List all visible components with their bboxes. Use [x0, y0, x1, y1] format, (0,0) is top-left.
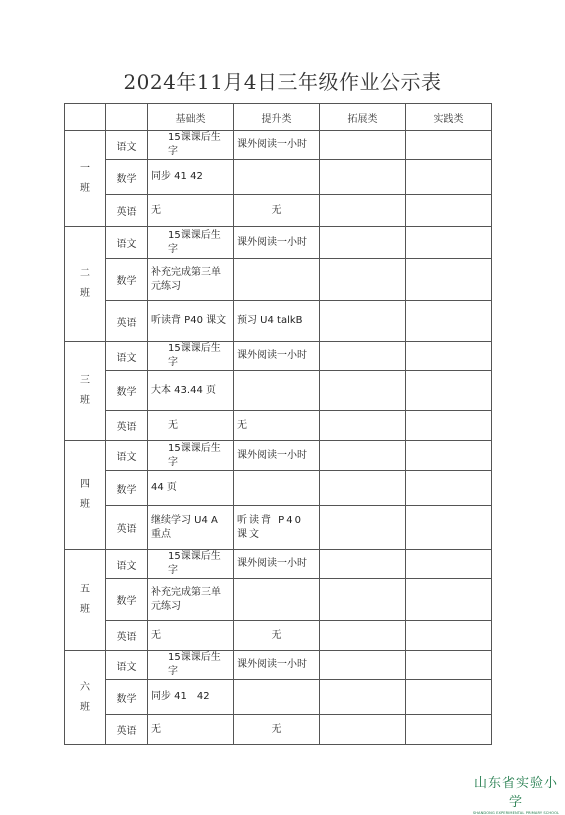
- homework-cell-basic: 15课课后生字: [148, 441, 234, 471]
- class-label: 五 班: [65, 550, 106, 651]
- homework-cell-extended: [320, 411, 406, 441]
- homework-cell-extended: [320, 506, 406, 550]
- page-title: 2024年11月4日三年级作业公示表: [123, 70, 442, 94]
- homework-cell-practice: [406, 195, 492, 227]
- homework-cell-basic: 无: [148, 621, 234, 651]
- subject-cell: 语文: [106, 550, 148, 579]
- homework-cell-extended: [320, 680, 406, 715]
- subject-cell: 数学: [106, 160, 148, 195]
- subject-cell: 英语: [106, 715, 148, 745]
- subject-cell: 数学: [106, 259, 148, 301]
- table-row: [65, 160, 492, 195]
- homework-cell-practice: [406, 621, 492, 651]
- homework-cell-basic: 15课课后生字: [148, 550, 234, 579]
- subject-cell: 英语: [106, 301, 148, 342]
- homework-cell-practice: [406, 715, 492, 745]
- subject-cell: 语文: [106, 441, 148, 471]
- subject-cell: 语文: [106, 342, 148, 371]
- table-row: [65, 471, 492, 506]
- homework-cell-advanced: [234, 680, 320, 715]
- homework-cell-practice: [406, 506, 492, 550]
- homework-cell-advanced: [234, 160, 320, 195]
- homework-cell-extended: [320, 471, 406, 506]
- table-row: [65, 227, 492, 259]
- homework-cell-practice: [406, 550, 492, 579]
- homework-cell-advanced: 课外阅读一小时: [234, 342, 320, 371]
- table-row: [65, 301, 492, 342]
- table-row: [65, 506, 492, 550]
- header-cell: [106, 104, 148, 131]
- class-label: 六 班: [65, 651, 106, 745]
- homework-cell-basic: 大本 43.44 页: [148, 371, 234, 411]
- homework-cell-basic: 同步 41 42: [148, 680, 234, 715]
- homework-cell-extended: [320, 651, 406, 680]
- table-row: [65, 621, 492, 651]
- homework-cell-basic: 15课课后生字: [148, 342, 234, 371]
- homework-cell-extended: [320, 371, 406, 411]
- header-cell: [65, 104, 106, 131]
- homework-cell-practice: [406, 131, 492, 160]
- homework-cell-basic: 15课课后生字: [148, 651, 234, 680]
- homework-cell-basic: 无: [148, 715, 234, 745]
- homework-cell-extended: [320, 195, 406, 227]
- subject-cell: 语文: [106, 227, 148, 259]
- homework-cell-advanced: 课外阅读一小时: [234, 227, 320, 259]
- logo-text: 山东省实验小学: [473, 776, 558, 810]
- logo-subtitle: SHANDONG EXPERIMENTAL PRIMARY SCHOOL: [472, 811, 560, 815]
- subject-cell: 数学: [106, 371, 148, 411]
- homework-cell-advanced: [234, 471, 320, 506]
- homework-cell-advanced: 预习 U4 talkB: [234, 301, 320, 342]
- homework-cell-practice: [406, 160, 492, 195]
- homework-cell-extended: [320, 227, 406, 259]
- homework-cell-extended: [320, 131, 406, 160]
- homework-cell-advanced: 无: [234, 715, 320, 745]
- homework-cell-advanced: 课外阅读一小时: [234, 131, 320, 160]
- homework-cell-basic: 补充完成第三单元练习: [148, 259, 234, 301]
- homework-cell-practice: [406, 371, 492, 411]
- subject-cell: 英语: [106, 411, 148, 441]
- table-row: [65, 371, 492, 411]
- table-row: [65, 131, 492, 160]
- homework-cell-extended: [320, 342, 406, 371]
- table-row: [65, 651, 492, 680]
- homework-cell-advanced: 无: [234, 195, 320, 227]
- table-row: [65, 579, 492, 621]
- table-row: [65, 411, 492, 441]
- table-row: [65, 259, 492, 301]
- table-row: [65, 342, 492, 371]
- homework-cell-advanced: [234, 371, 320, 411]
- table-row: [65, 550, 492, 579]
- homework-cell-practice: [406, 680, 492, 715]
- homework-cell-practice: [406, 441, 492, 471]
- homework-cell-extended: [320, 550, 406, 579]
- homework-cell-extended: [320, 579, 406, 621]
- homework-cell-basic: 听读背 P40 课文: [148, 301, 234, 342]
- table-row: [65, 680, 492, 715]
- subject-cell: 数学: [106, 579, 148, 621]
- homework-cell-extended: [320, 621, 406, 651]
- homework-cell-practice: [406, 259, 492, 301]
- subject-cell: 数学: [106, 680, 148, 715]
- subject-cell: 英语: [106, 621, 148, 651]
- homework-cell-extended: [320, 259, 406, 301]
- homework-cell-basic: 补充完成第三单元练习: [148, 579, 234, 621]
- homework-cell-advanced: 课外阅读一小时: [234, 441, 320, 471]
- homework-cell-extended: [320, 441, 406, 471]
- subject-cell: 数学: [106, 471, 148, 506]
- homework-cell-advanced: 无: [234, 621, 320, 651]
- subject-cell: 英语: [106, 195, 148, 227]
- homework-cell-basic: 15课课后生字: [148, 227, 234, 259]
- homework-cell-practice: [406, 301, 492, 342]
- homework-cell-extended: [320, 160, 406, 195]
- homework-cell-extended: [320, 301, 406, 342]
- homework-cell-practice: [406, 227, 492, 259]
- homework-cell-basic: 同步 41 42: [148, 160, 234, 195]
- school-logo: [470, 772, 562, 815]
- header-cell: 基础类: [148, 104, 234, 131]
- class-label: 四 班: [65, 441, 106, 550]
- homework-cell-advanced: 无: [234, 411, 320, 441]
- homework-cell-practice: [406, 651, 492, 680]
- table-row: [65, 441, 492, 471]
- header-row: [65, 104, 492, 131]
- homework-cell-basic: 15课课后生字: [148, 131, 234, 160]
- homework-cell-advanced: 课外阅读一小时: [234, 550, 320, 579]
- class-label: 二 班: [65, 227, 106, 342]
- header-cell: 实践类: [406, 104, 492, 131]
- homework-cell-basic: 无: [148, 195, 234, 227]
- homework-cell-basic: 继续学习 U4 A 重点: [148, 506, 234, 550]
- homework-cell-extended: [320, 715, 406, 745]
- header-cell: 拓展类: [320, 104, 406, 131]
- homework-cell-practice: [406, 579, 492, 621]
- homework-cell-practice: [406, 411, 492, 441]
- class-label: 三 班: [65, 342, 106, 441]
- homework-cell-basic: 44 页: [148, 471, 234, 506]
- homework-cell-practice: [406, 471, 492, 506]
- table-row: [65, 715, 492, 745]
- subject-cell: 英语: [106, 506, 148, 550]
- homework-cell-basic: 无: [148, 411, 234, 441]
- subject-cell: 语文: [106, 131, 148, 160]
- subject-cell: 语文: [106, 651, 148, 680]
- homework-cell-advanced: [234, 579, 320, 621]
- homework-cell-advanced: [234, 259, 320, 301]
- homework-table: [64, 103, 492, 745]
- homework-cell-practice: [406, 342, 492, 371]
- homework-cell-advanced: 课外阅读一小时: [234, 651, 320, 680]
- class-label: 一 班: [65, 131, 106, 227]
- table-row: [65, 195, 492, 227]
- homework-cell-advanced: 听读背 P40 课文: [234, 506, 320, 550]
- header-cell: 提升类: [234, 104, 320, 131]
